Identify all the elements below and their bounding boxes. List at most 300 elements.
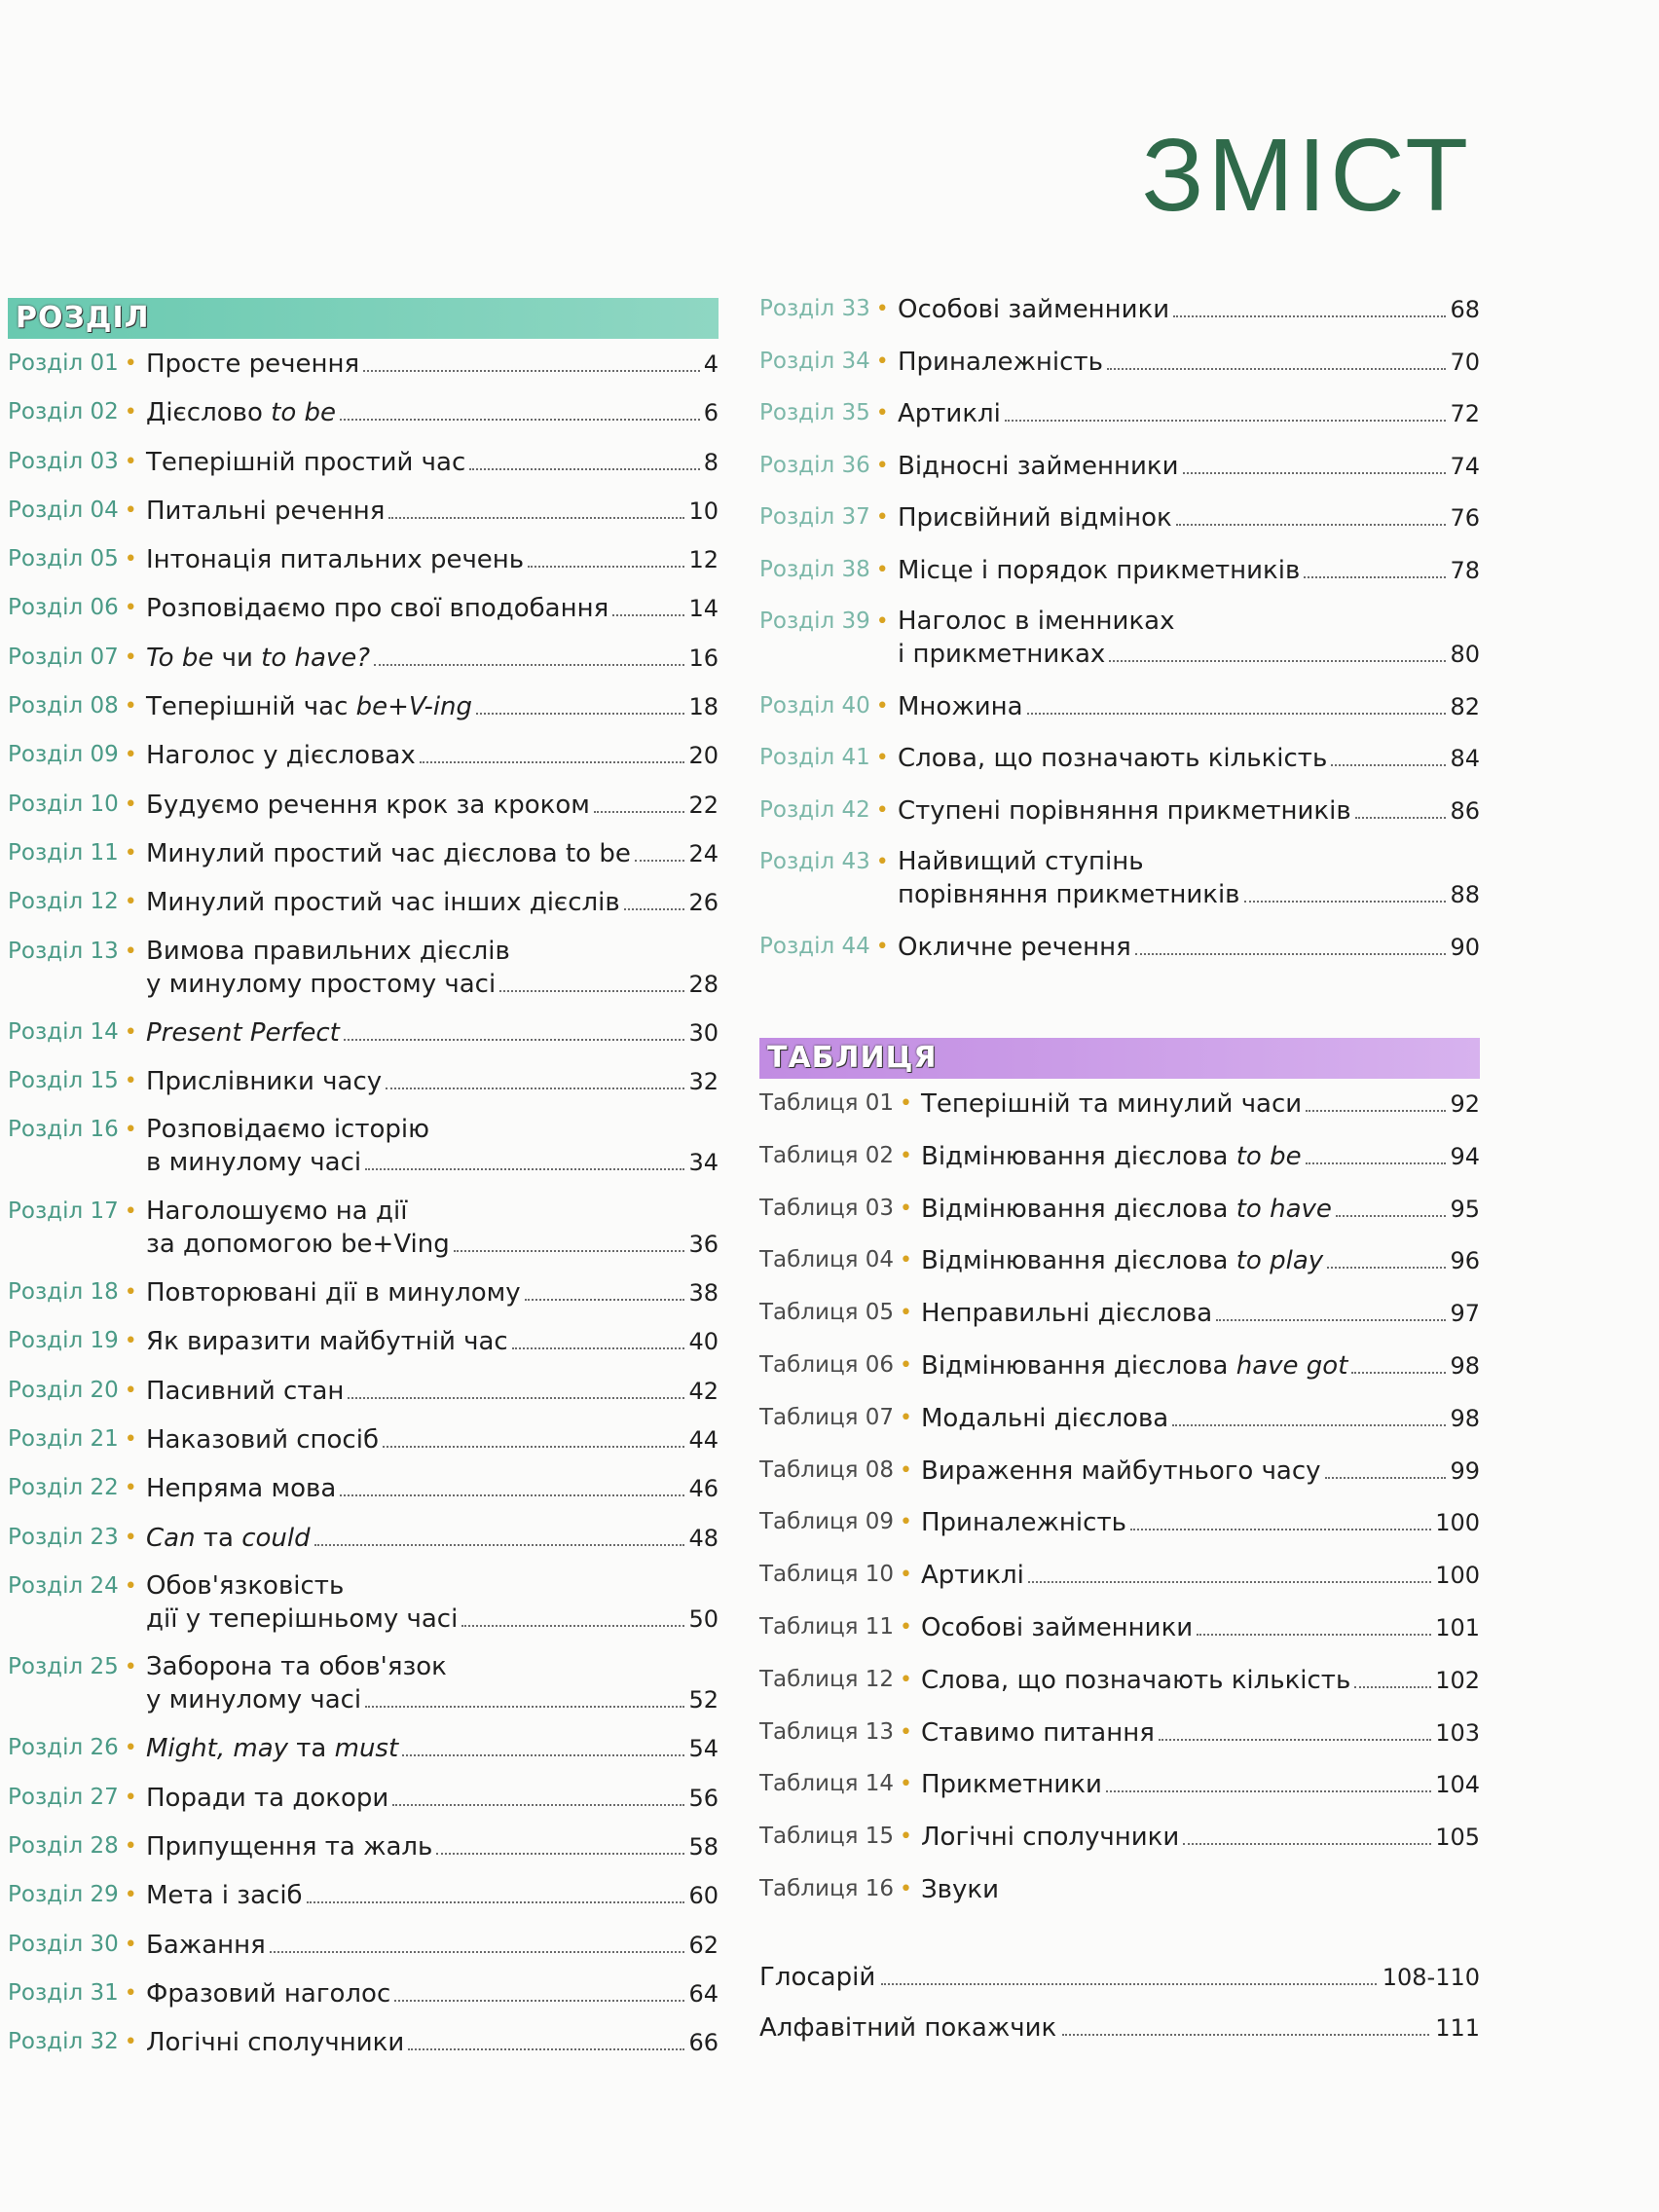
bullet-icon: •: [124, 1329, 137, 1354]
section-title: Слова, що позначають кількість: [898, 744, 1328, 773]
dot-leader: [340, 419, 700, 421]
section-title: To be чи to have?: [146, 643, 371, 673]
dot-leader: [594, 811, 685, 813]
dot-leader: [469, 468, 699, 470]
dot-leader: [1062, 2034, 1429, 2036]
section-entry: [8, 1015, 719, 1050]
toc-right-column: [759, 292, 1480, 2062]
section-title: Множина: [898, 691, 1023, 721]
table-label: Таблиця 01 •: [759, 1090, 913, 1116]
section-page-number: 78: [1450, 556, 1480, 584]
section-page-number: 48: [688, 1524, 719, 1552]
section-label: Розділ 02 •: [8, 399, 137, 425]
section-entry: [8, 1422, 719, 1456]
table-entry: [759, 1715, 1480, 1750]
dot-leader: [528, 566, 684, 568]
section-title: Бажання: [146, 1930, 266, 1960]
section-label: Розділ 41 •: [759, 745, 889, 770]
extra-page-number: 111: [1435, 2013, 1480, 2042]
section-title: Present Perfect: [146, 1017, 340, 1048]
table-entry: [759, 1243, 1480, 1277]
section-page-number: 22: [688, 791, 719, 819]
dot-leader: [1159, 1739, 1431, 1741]
section-title: у минулому простому часі: [146, 969, 497, 999]
section-label: Розділ 34 •: [759, 348, 889, 374]
section-entry: [759, 845, 1480, 911]
table-entry: [759, 1139, 1480, 1173]
bullet-icon: •: [875, 850, 889, 874]
table-page-number: 95: [1450, 1195, 1480, 1223]
section-title: Мета і засіб: [146, 1881, 303, 1911]
section-entry: [8, 347, 719, 381]
table-entry: [759, 1663, 1480, 1697]
section-page-number: 60: [688, 1882, 719, 1910]
section-label: Розділ 35 •: [759, 400, 889, 425]
section-entry: [8, 591, 719, 625]
bullet-icon: •: [124, 1980, 137, 2006]
section-title: Просте речення: [146, 350, 360, 379]
dot-leader: [1244, 901, 1447, 903]
dot-leader: [1327, 1267, 1446, 1269]
section-page-number: 50: [688, 1604, 719, 1633]
bullet-icon: •: [124, 1019, 137, 1045]
section-label: Розділ 42 •: [759, 796, 889, 823]
bullet-icon: •: [900, 1143, 913, 1168]
section-label: Розділ 25 •: [8, 1654, 137, 1680]
section-title: Might, may та must: [146, 1734, 399, 1764]
section-entry: [759, 500, 1480, 535]
section-page-number: 76: [1450, 504, 1480, 532]
section-entry: [8, 935, 719, 1001]
sections-banner: РОЗДІЛ: [8, 298, 719, 339]
section-title: і прикметниках: [898, 640, 1106, 669]
dot-leader: [1173, 315, 1446, 317]
section-page-number: 54: [688, 1735, 719, 1763]
section-entry: [8, 1781, 719, 1815]
table-entry: [759, 1087, 1480, 1121]
dot-leader: [1354, 1686, 1431, 1688]
bullet-icon: •: [875, 934, 889, 959]
bullet-icon: •: [900, 1352, 913, 1378]
section-entry: [8, 738, 719, 772]
table-title: Відмінювання дієслова have got: [921, 1350, 1348, 1381]
table-entry: [759, 1454, 1480, 1488]
section-page-number: 20: [688, 742, 719, 770]
section-page-number: 80: [1450, 641, 1480, 668]
section-entry: [8, 1928, 719, 1962]
section-entry: [759, 741, 1480, 775]
section-page-number: 64: [688, 1979, 719, 2008]
bullet-icon: •: [124, 1426, 137, 1452]
dot-leader: [1109, 660, 1446, 662]
table-title: Теперішній та минулий часи: [921, 1089, 1303, 1119]
section-title: Питальні речення: [146, 496, 386, 526]
section-title: Поради та докори: [146, 1783, 389, 1813]
section-title: у минулому часі: [146, 1685, 362, 1715]
section-label: Розділ 28 •: [8, 1833, 137, 1860]
section-label: Розділ 22 •: [8, 1475, 137, 1501]
dot-leader: [344, 1039, 685, 1041]
bullet-icon: •: [124, 743, 137, 768]
section-title: Логічні сполучники: [146, 2028, 405, 2058]
table-label: Таблиця 03 •: [759, 1195, 913, 1221]
dot-leader: [461, 1625, 684, 1627]
bullet-icon: •: [124, 2030, 137, 2055]
dot-leader: [1183, 472, 1447, 474]
section-label: Розділ 33 •: [759, 296, 889, 321]
section-page-number: 10: [688, 497, 719, 525]
bullet-icon: •: [124, 792, 137, 817]
bullet-icon: •: [875, 349, 889, 374]
section-label: Розділ 29 •: [8, 1882, 137, 1908]
section-title: Будуємо речення крок за кроком: [146, 790, 590, 820]
dot-leader: [1107, 368, 1447, 370]
table-title: Вираження майбутнього часу: [921, 1456, 1321, 1486]
table-page-number: 105: [1435, 1824, 1480, 1852]
section-entry: [8, 1195, 719, 1261]
dot-leader: [881, 1983, 1376, 1985]
section-label: Розділ 01 •: [8, 350, 137, 376]
section-label: Розділ 43 •: [759, 849, 889, 874]
section-page-number: 30: [688, 1018, 719, 1047]
section-page-number: 46: [688, 1475, 719, 1503]
table-label: Таблиця 14 •: [759, 1771, 913, 1797]
section-label: Розділ 18 •: [8, 1279, 137, 1306]
bullet-icon: •: [124, 840, 137, 866]
table-page-number: 100: [1435, 1509, 1480, 1537]
dot-leader: [1306, 1110, 1446, 1112]
bullet-icon: •: [875, 746, 889, 770]
section-title: Повторювані дії в минулому: [146, 1278, 521, 1309]
sections-list-continued: [759, 292, 1480, 964]
bullet-icon: •: [900, 1457, 913, 1483]
section-page-number: 36: [688, 1230, 719, 1258]
bullet-icon: •: [124, 939, 137, 964]
bullet-icon: •: [124, 1655, 137, 1680]
section-label: Розділ 08 •: [8, 693, 137, 719]
table-entry: [759, 1558, 1480, 1592]
section-label: Розділ 37 •: [759, 504, 889, 530]
table-entry: [759, 1296, 1480, 1330]
bullet-icon: •: [900, 1563, 913, 1588]
table-page-number: 99: [1450, 1456, 1480, 1485]
section-title: Наказовий спосіб: [146, 1424, 379, 1455]
dot-leader: [365, 1168, 684, 1170]
section-page-number: 82: [1450, 692, 1480, 720]
section-entry: [8, 2025, 719, 2059]
dot-leader: [314, 1544, 685, 1546]
section-entry: [8, 1275, 719, 1309]
section-entry: [8, 1878, 719, 1912]
section-page-number: 66: [688, 2029, 719, 2057]
bullet-icon: •: [124, 400, 137, 425]
section-page-number: 16: [688, 644, 719, 672]
section-entry: [759, 605, 1480, 671]
dot-leader: [454, 1250, 685, 1252]
section-entry: [8, 885, 719, 919]
table-title: Артиклі: [921, 1561, 1024, 1591]
table-label: Таблиця 09 •: [759, 1509, 913, 1535]
section-entry: [8, 1976, 719, 2010]
table-page-number: 92: [1450, 1090, 1480, 1118]
page-title: ЗМІСТ: [1141, 118, 1472, 233]
toc-left-column: [8, 298, 719, 2075]
bullet-icon: •: [124, 1932, 137, 1957]
dot-leader: [1135, 953, 1447, 955]
dot-leader: [1176, 524, 1447, 526]
section-title: Розповідаємо історію: [146, 1115, 430, 1145]
table-title: Приналежність: [921, 1508, 1126, 1538]
dot-leader: [1304, 576, 1446, 578]
bullet-icon: •: [875, 797, 889, 823]
section-label: Розділ 09 •: [8, 742, 137, 768]
section-label: Розділ 04 •: [8, 497, 137, 523]
table-page-number: 97: [1450, 1300, 1480, 1328]
table-page-number: 102: [1435, 1666, 1480, 1694]
bullet-icon: •: [124, 596, 137, 621]
section-entry: [8, 1829, 719, 1863]
section-page-number: 68: [1450, 296, 1480, 323]
section-title: Окличне речення: [898, 932, 1131, 962]
table-label: Таблиця 11 •: [759, 1613, 913, 1640]
dot-leader: [1027, 713, 1447, 715]
table-entry: [759, 1192, 1480, 1226]
section-title: дії у теперішньому часі: [146, 1604, 459, 1634]
table-title: Логічні сполучники: [921, 1823, 1180, 1853]
section-page-number: 42: [688, 1377, 719, 1405]
section-page-number: 70: [1450, 348, 1480, 376]
section-title: Минулий простий час інших дієслів: [146, 888, 620, 918]
dot-leader: [363, 370, 700, 372]
section-label: Розділ 17 •: [8, 1198, 137, 1224]
table-title: Відмінювання дієслова to be: [921, 1141, 1302, 1171]
dot-leader: [1028, 1581, 1431, 1583]
dot-leader: [383, 1446, 684, 1448]
section-entry: [8, 1324, 719, 1358]
bullet-icon: •: [900, 1196, 913, 1221]
bullet-icon: •: [900, 1719, 913, 1745]
dot-leader: [1130, 1529, 1431, 1530]
section-page-number: 58: [688, 1833, 719, 1862]
bullet-icon: •: [900, 1876, 913, 1901]
section-entry: [8, 641, 719, 675]
section-title: Can та could: [146, 1523, 311, 1553]
bullet-icon: •: [124, 645, 137, 670]
section-label: Розділ 36 •: [759, 452, 889, 478]
dot-leader: [340, 1494, 684, 1496]
section-entry: [8, 1374, 719, 1408]
table-title: Особові займенники: [921, 1612, 1194, 1642]
section-page-number: 6: [703, 399, 719, 427]
section-label: Розділ 20 •: [8, 1377, 137, 1403]
table-entry: [759, 1610, 1480, 1644]
section-entry: [8, 1569, 719, 1636]
section-label: Розділ 11 •: [8, 839, 137, 866]
table-entry: [759, 1348, 1480, 1382]
section-page-number: 32: [688, 1068, 719, 1096]
bullet-icon: •: [124, 498, 137, 523]
table-label: Таблиця 15 •: [759, 1824, 913, 1850]
dot-leader: [612, 614, 684, 616]
bullet-icon: •: [900, 1301, 913, 1326]
dot-leader: [1325, 1477, 1447, 1479]
dot-leader: [499, 990, 684, 992]
section-label: Розділ 31 •: [8, 1979, 137, 2006]
dot-leader: [512, 1347, 685, 1349]
bullet-icon: •: [124, 1883, 137, 1908]
section-label: Розділ 21 •: [8, 1425, 137, 1452]
section-title: Фразовий наголос: [146, 1978, 391, 2009]
section-label: Розділ 05 •: [8, 546, 137, 572]
section-label: Розділ 40 •: [759, 692, 889, 719]
dot-leader: [307, 1901, 685, 1903]
bullet-icon: •: [875, 505, 889, 530]
section-title: Як виразити майбутній час: [146, 1327, 508, 1357]
table-page-number: 98: [1450, 1404, 1480, 1432]
table-title: Відмінювання дієслова to have: [921, 1194, 1332, 1224]
dot-leader: [436, 1853, 684, 1855]
bullet-icon: •: [900, 1405, 913, 1430]
bullet-icon: •: [900, 1772, 913, 1797]
section-label: Розділ 07 •: [8, 644, 137, 670]
section-entry: [8, 689, 719, 723]
section-page-number: 8: [703, 448, 719, 476]
section-title: Дієслово to be: [146, 398, 336, 428]
table-page-number: 103: [1435, 1718, 1480, 1747]
dot-leader: [402, 1754, 684, 1756]
section-label: Розділ 39 •: [759, 608, 889, 634]
section-entry: [8, 788, 719, 822]
bullet-icon: •: [124, 1525, 137, 1550]
section-title: Прислівники часу: [146, 1067, 383, 1097]
table-label: Таблиця 12 •: [759, 1666, 913, 1692]
dot-leader: [420, 761, 685, 763]
dot-leader: [624, 908, 685, 910]
section-page-number: 38: [688, 1279, 719, 1308]
bullet-icon: •: [900, 1667, 913, 1692]
table-title: Звуки: [921, 1874, 999, 1904]
table-label: Таблиця 05 •: [759, 1300, 913, 1326]
dot-leader: [1197, 1634, 1431, 1636]
table-entry: [759, 1767, 1480, 1801]
section-entry: [759, 793, 1480, 828]
section-title: порівняння прикметників: [898, 880, 1240, 909]
section-title: Заборона та обов'язок: [146, 1652, 447, 1682]
section-page-number: 26: [688, 889, 719, 917]
section-title: Інтонація питальних речень: [146, 545, 525, 575]
section-label: Розділ 44 •: [759, 933, 889, 959]
table-label: Таблиця 07 •: [759, 1404, 913, 1430]
table-title: Прикметники: [921, 1770, 1102, 1800]
extra-entry: [759, 2011, 1480, 2045]
table-label: Таблиця 10 •: [759, 1562, 913, 1588]
section-page-number: 52: [688, 1686, 719, 1714]
extra-page-number: 108-110: [1382, 1963, 1480, 1991]
bullet-icon: •: [124, 547, 137, 572]
section-page-number: 86: [1450, 796, 1480, 825]
dot-leader: [635, 860, 685, 862]
dot-leader: [348, 1397, 684, 1399]
section-title: Наголос у дієсловах: [146, 741, 416, 771]
section-entry: [8, 445, 719, 479]
dot-leader: [408, 2048, 684, 2050]
section-entry: [759, 449, 1480, 483]
section-entry: [759, 345, 1480, 379]
section-title: Розповідаємо про свої вподобання: [146, 594, 609, 624]
section-label: Розділ 06 •: [8, 595, 137, 621]
bullet-icon: •: [124, 694, 137, 719]
table-page-number: 101: [1435, 1613, 1480, 1641]
bullet-icon: •: [875, 401, 889, 425]
bullet-icon: •: [875, 609, 889, 634]
section-page-number: 56: [688, 1784, 719, 1812]
section-page-number: 40: [688, 1328, 719, 1356]
dot-leader: [1005, 420, 1447, 422]
bullet-icon: •: [124, 1736, 137, 1761]
dot-leader: [525, 1299, 685, 1301]
section-entry: [8, 1064, 719, 1098]
tables-list: [759, 1087, 1480, 1906]
section-entry: [8, 1113, 719, 1179]
table-page-number: 96: [1450, 1247, 1480, 1275]
bullet-icon: •: [900, 1614, 913, 1640]
dot-leader: [1172, 1424, 1446, 1426]
sections-list: [8, 347, 719, 2059]
bullet-icon: •: [124, 1118, 137, 1143]
section-entry: [8, 395, 719, 429]
section-page-number: 24: [688, 839, 719, 867]
section-title: в минулому часі: [146, 1148, 362, 1178]
dot-leader: [270, 1951, 685, 1953]
table-label: Таблиця 08 •: [759, 1456, 913, 1483]
dot-leader: [1106, 1790, 1431, 1792]
bullet-icon: •: [124, 1834, 137, 1860]
section-page-number: 28: [688, 970, 719, 998]
dot-leader: [386, 1088, 684, 1089]
table-title: Відмінювання дієслова to play: [921, 1246, 1324, 1276]
section-entry: [8, 1731, 719, 1765]
bullet-icon: •: [875, 453, 889, 478]
dot-leader: [392, 1804, 684, 1806]
section-label: Розділ 23 •: [8, 1524, 137, 1550]
table-page-number: 98: [1450, 1351, 1480, 1380]
extra-entry: [759, 1961, 1480, 1994]
table-title: Неправильні дієслова: [921, 1299, 1213, 1329]
section-page-number: 74: [1450, 452, 1480, 480]
bullet-icon: •: [124, 1378, 137, 1403]
section-entry: [8, 1471, 719, 1505]
section-label: Розділ 16 •: [8, 1117, 137, 1143]
bullet-icon: •: [900, 1091, 913, 1116]
section-title: Наголошуємо на дії: [146, 1196, 408, 1226]
table-title: Ставимо питання: [921, 1717, 1155, 1748]
table-page-number: 104: [1435, 1771, 1480, 1799]
section-title: Теперішній простий час: [146, 447, 466, 477]
table-title: Модальні дієслова: [921, 1403, 1169, 1433]
section-label: Розділ 27 •: [8, 1784, 137, 1810]
section-label: Розділ 03 •: [8, 448, 137, 474]
section-title: Вимова правильних дієслів: [146, 936, 510, 966]
section-label: Розділ 15 •: [8, 1068, 137, 1094]
section-label: Розділ 38 •: [759, 556, 889, 582]
section-entry: [8, 1521, 719, 1555]
table-label: Таблиця 13 •: [759, 1718, 913, 1745]
section-entry: [759, 396, 1480, 430]
section-page-number: 34: [688, 1149, 719, 1177]
table-label: Таблиця 06 •: [759, 1351, 913, 1378]
section-page-number: 90: [1450, 933, 1480, 961]
section-label: Розділ 19 •: [8, 1328, 137, 1354]
